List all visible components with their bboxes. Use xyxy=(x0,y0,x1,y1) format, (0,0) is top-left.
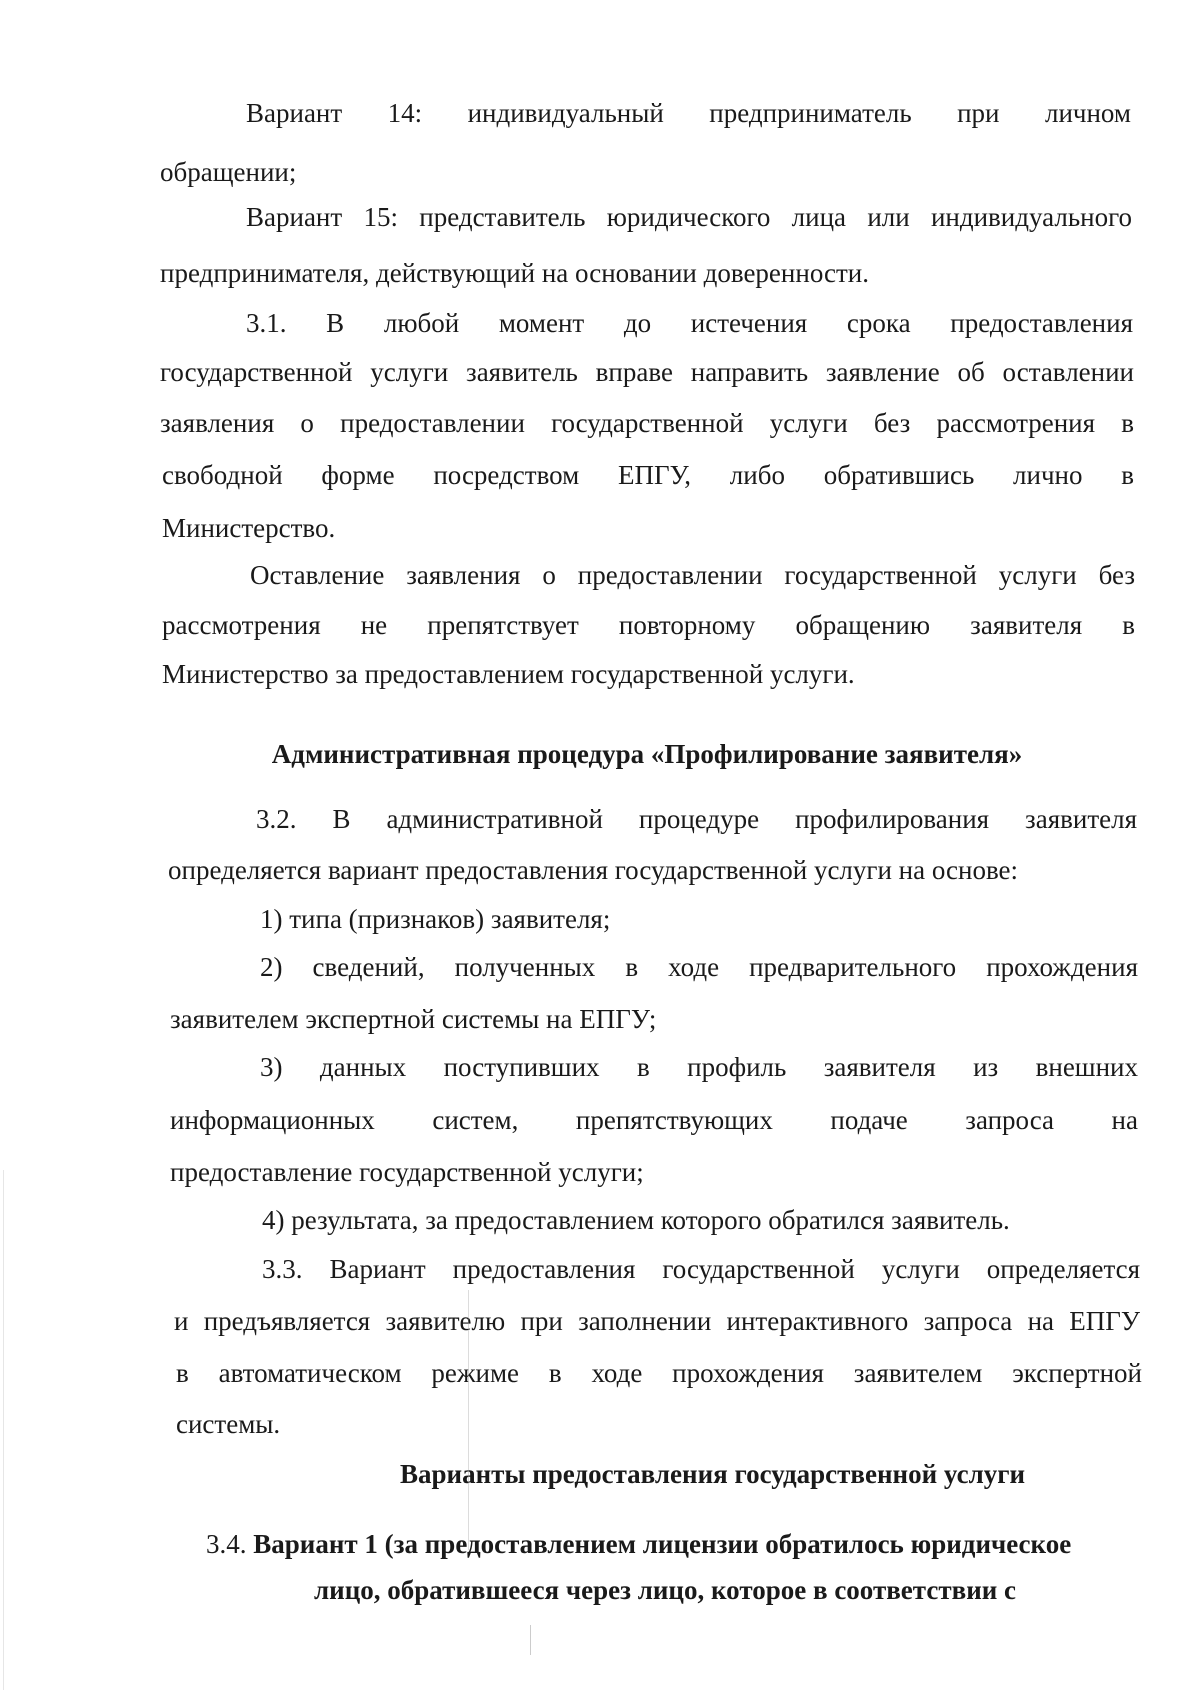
paragraph-line: государственной услуги заявитель вправе направить заявление об оставлении xyxy=(160,357,1134,387)
paragraph-line: 3.2. В административной процедуре профилирования заявителя xyxy=(256,804,1137,834)
paragraph-line: заявления о предоставлении государственной услуги без рассмотрения в xyxy=(160,408,1134,438)
paragraph-line: предпринимателя, действующий на основании доверенности. xyxy=(160,258,869,288)
paragraph-line: Оставление заявления о предоставлении государственной услуги без xyxy=(250,560,1135,590)
section-heading: Административная процедура «Профилирование заявителя» xyxy=(271,739,1023,769)
paragraph-line: Министерство за предоставлением государственной услуги. xyxy=(162,659,855,689)
list-item: 2) сведений, полученных в ходе предварительного прохождения xyxy=(260,952,1138,982)
bold-text: Вариант 1 (за предоставлением лицензии обратилось юридическое xyxy=(253,1529,1072,1559)
paragraph-line: в автоматическом режиме в ходе прохождения заявителем экспертной xyxy=(176,1358,1142,1388)
scan-artifact xyxy=(530,1625,531,1655)
paragraph-line xyxy=(206,1527,1071,1561)
paragraph-line: свободной форме посредством ЕПГУ, либо обратившись лично в xyxy=(162,460,1134,490)
paragraph-line: лицо, обратившееся через лицо, которое в соответствии с xyxy=(314,1575,1017,1605)
paragraph-line: заявителем экспертной системы на ЕПГУ; xyxy=(170,1004,657,1034)
paragraph-line: Вариант 15: представитель юридического лица или индивидуального xyxy=(246,202,1132,232)
scan-artifact xyxy=(3,1170,4,1690)
paragraph-line: определяется вариант предоставления государственной услуги на основе: xyxy=(168,855,1019,885)
paragraph-line: рассмотрения не препятствует повторному обращению заявителя в xyxy=(162,610,1135,640)
list-item: 1) типа (признаков) заявителя; xyxy=(260,904,611,934)
paragraph-line: Министерство. xyxy=(162,513,336,543)
scan-artifact xyxy=(468,1290,469,1550)
paragraph-line: информационных систем, препятствующих подаче запроса на xyxy=(170,1105,1138,1135)
paragraph-line: и предъявляется заявителю при заполнении интерактивного запроса на ЕПГУ xyxy=(174,1306,1140,1336)
paragraph-line: Вариант 14: индивидуальный предприниматель при личном xyxy=(246,98,1131,128)
section-heading: Варианты предоставления государственной услуги xyxy=(400,1459,1026,1489)
list-item: 3) данных поступивших в профиль заявителя из внешних xyxy=(260,1052,1138,1082)
section-number: 3.4. xyxy=(206,1529,254,1559)
paragraph-line: 3.3. Вариант предоставления государственной услуги определяется xyxy=(262,1254,1140,1284)
paragraph-line: обращении; xyxy=(160,157,297,187)
paragraph-line: 3.1. В любой момент до истечения срока предоставления xyxy=(246,308,1133,338)
paragraph-line: предоставление государственной услуги; xyxy=(170,1157,644,1187)
list-item: 4) результата, за предоставлением которого обратился заявитель. xyxy=(262,1205,1010,1235)
paragraph-line: системы. xyxy=(176,1409,281,1439)
